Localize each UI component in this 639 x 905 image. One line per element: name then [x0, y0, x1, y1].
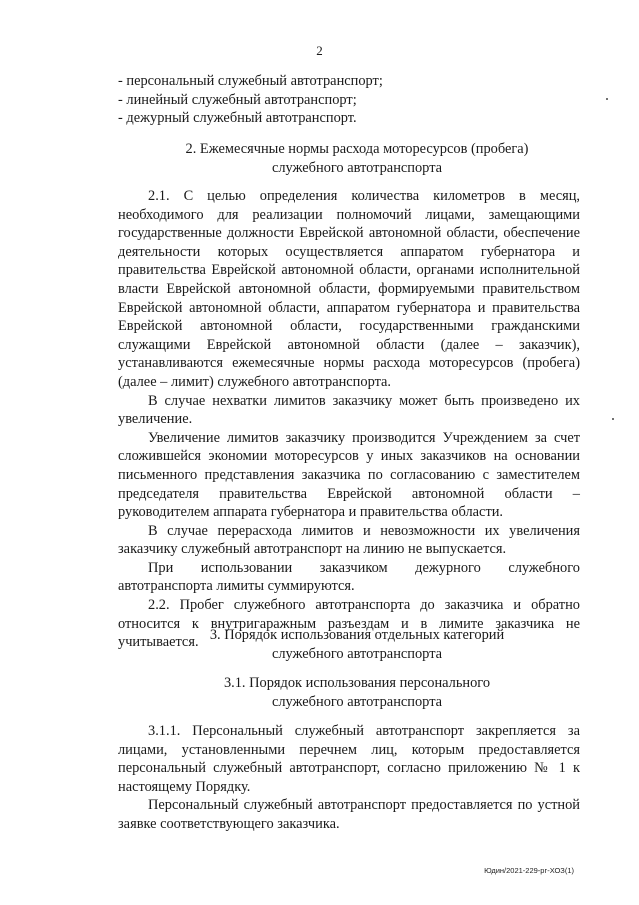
section-3-1-body [118, 722, 580, 834]
paragraph-limit-shortage: В случае нехватки лимитов заказчику может быть произведено их увеличение. [118, 392, 580, 428]
section-3-1-title-line2: служебного автотранспорта [271, 693, 443, 710]
section-3-title-line1: 3. Порядок использования отдельных категорий [209, 627, 505, 643]
paragraph-oral-request: Персональный служебный автотранспорт предоставляется по устной заявке соответствующего заказчика. [118, 797, 580, 832]
section-2-title-line2: служебного автотранспорта [271, 159, 443, 176]
section-3-1-heading [118, 674, 596, 711]
list-item: - персональный служебный автотранспорт; [118, 73, 383, 89]
scan-speck [612, 418, 614, 420]
list-item: - дежурный служебный автотранспорт. [118, 110, 357, 127]
list-item: - линейный служебный автотранспорт; [118, 91, 357, 108]
section-2-heading [118, 140, 596, 177]
paragraph-2-2: 2.2. Пробег служебного автотранспорта до заказчика и обратно относится к внутригаражным разъездам и в лимите заказчика не учитывается. [118, 597, 580, 651]
section-3-1-title-line1: 3.1. Порядок использования персонального [223, 675, 491, 691]
paragraph-limit-sum: При использовании заказчиком дежурного служебного автотранспорта лимиты суммируются. [118, 559, 580, 595]
vehicle-type-list [118, 72, 580, 128]
scan-speck [606, 98, 608, 100]
section-3-heading [118, 626, 596, 663]
page-number: 2 [316, 43, 323, 58]
paragraph-2-1: 2.1. С целью определения количества километров в месяц, необходимого для реализации полномочий лицами, замещающими государственные должности Еврейской автономной области, обеспечение деятельности которых осуществляется аппаратом губернатора и правительства Еврейской автономной области, органами исполнительной власти Еврейской автономной области, формируемыми правительством Еврейской автономной области, аппаратом губернатора и правительства Еврейской автономной области, государственными гражданскими служащими Еврейской автономной области (далее – заказчик), устанавливаются ежемесячные нормы расхода моторесурсов (пробега) (далее – лимит) служебного автотранспорта. [118, 188, 580, 390]
paragraph-3-1-1: 3.1.1. Персональный служебный автотранспорт закрепляется за лицами, установленными перечнем лиц, которым предоставляется персональный служебный автотранспорт, согласно приложению № 1 к настоящему Порядку. [118, 723, 580, 795]
section-2-title-line1: 2. Ежемесячные нормы расхода моторесурсов (пробега) [185, 141, 529, 157]
section-3-title-line2: служебного автотранспорта [271, 645, 443, 662]
paragraph-limit-increase: Увеличение лимитов заказчику производится Учреждением за счет сложившейся экономии моторесурсов у иных заказчиков на основании письменного представления заказчика по согласованию с заместителем председателя правительства Еврейской автономной области – руководителем аппарата губернатора и правительства области. [118, 429, 580, 521]
paragraph-limit-overrun: В случае перерасхода лимитов и невозможности их увеличения заказчику служебный автотранспорт на линию не выпускается. [118, 522, 580, 558]
document-code: Юдин/2021-229-рг-ХОЗ(1) [484, 866, 574, 875]
section-2-body [118, 187, 580, 652]
